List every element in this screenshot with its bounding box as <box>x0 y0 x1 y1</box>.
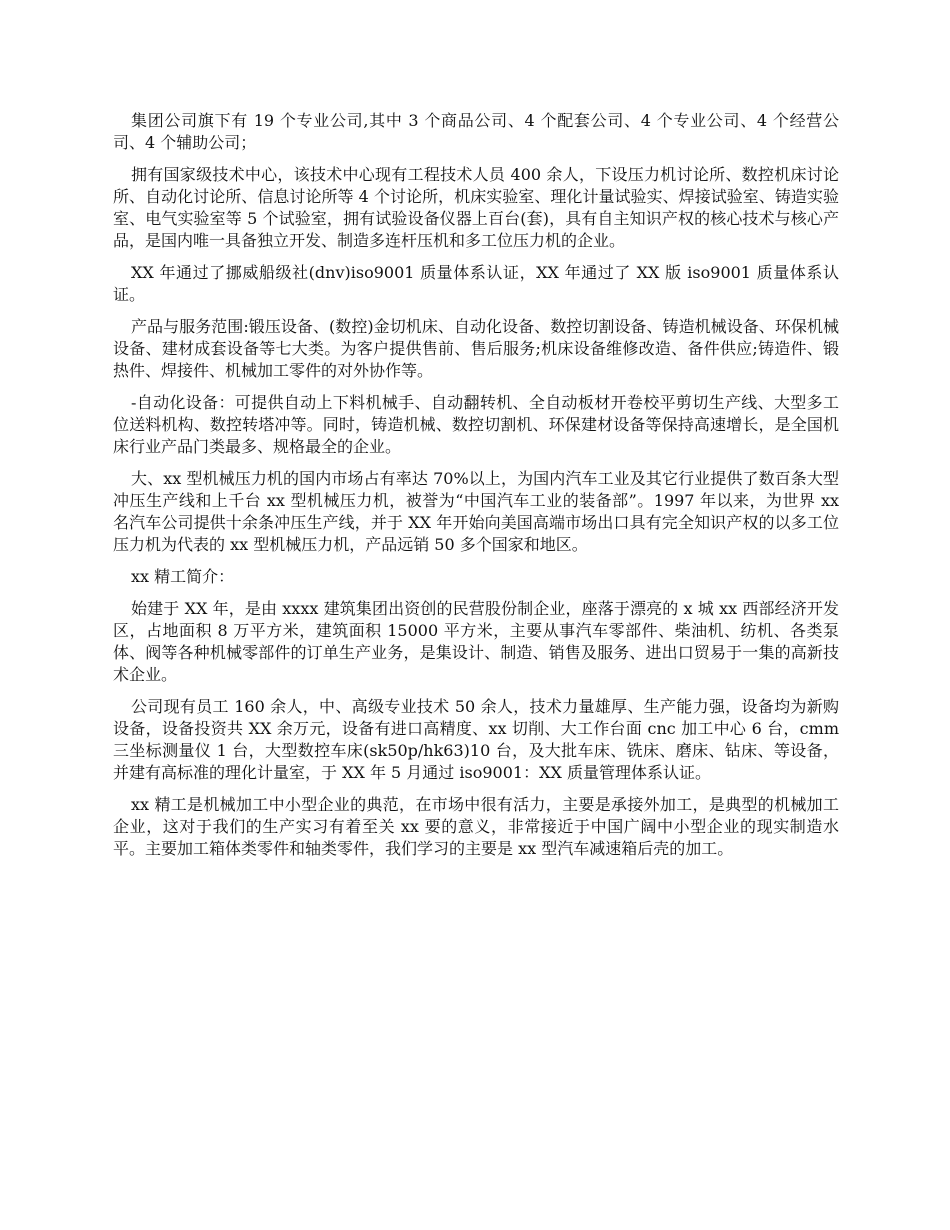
paragraph-staff-equipment: 公司现有员工 160 余人，中、高级专业技术 50 余人，技术力量雄厚、生产能力强，设备均为新购设备，设备投资共 XX 余万元，设备有进口高精度、xx 切削、大工作台面 cnc 加工中心 6 台，cmm 三坐标测量仪 1 台，大型数控车床(sk50p/hk63)10 台，及大批车床、铣床、磨床、钻床、等设备，并建有高标准的理化计量室，于 XX 年 5 月通过 iso9001：XX 质量管理体系认证。 <box>113 697 839 782</box>
paragraph-heading-intro: xx 精工简介： <box>131 567 235 586</box>
paragraph-tech-center: 拥有国家级技术中心，该技术中心现有工程技术人员 400 余人，下设压力机讨论所、数控机床讨论所、自动化讨论所、信息讨论所等 4 个讨论所，机床实验室、理化计量试验实、焊接试验室、铸造实验室、电气实验室等 5 个试验室，拥有试验设备仪器上百台(套)，具有自主知识产权的核心技术与核心产品，是国内唯一具备独立开发、制造多连杆压机和多工位压力机的企业。 <box>113 165 839 250</box>
paragraph-automation: -自动化设备：可提供自动上下料机械手、自动翻转机、全自动板材开卷校平剪切生产线、大型多工位送料机构、数控转塔冲等。同时，铸造机械、数控切割机、环保建材设备等保持高速增长，是全国机床行业产品门类最多、规格最全的企业。 <box>113 393 839 456</box>
paragraph-certification: XX 年通过了挪威船级社(dnv)iso9001 质量体系认证，XX 年通过了 XX 版 iso9001 质量体系认证。 <box>113 263 839 304</box>
paragraph-subsidiaries: 集团公司旗下有 19 个专业公司,其中 3 个商品公司、4 个配套公司、4 个专业公司、4 个经营公司、4 个辅助公司； <box>113 111 839 152</box>
paragraph-product-scope: 产品与服务范围:锻压设备、(数控)金切机床、自动化设备、数控切割设备、铸造机械设备、环保机械设备、建材成套设备等七大类。为客户提供售前、售后服务;机床设备维修改造、备件供应;铸造件、锻热件、焊接件、机械加工零件的对外协作等。 <box>113 317 839 380</box>
document-body <box>113 110 839 870</box>
paragraph-summary: xx 精工是机械加工中小型企业的典范，在市场中很有活力，主要是承接外加工，是典型的机械加工企业，这对于我们的生产实习有着至关 xx 要的意义，非常接近于中国广阔中小型企业的现实制造水平。主要加工箱体类零件和轴类零件，我们学习的主要是 xx 型汽车减速箱后壳的加工。 <box>113 795 839 858</box>
paragraph-founding: 始建于 XX 年，是由 xxxx 建筑集团出资创的民营股份制企业，座落于漂亮的 x 城 xx 西部经济开发区，占地面积 8 万平方米，建筑面积 15000 平方米，主要从事汽车零部件、柴油机、纺机、各类泵体、阀等各种机械零部件的订单生产业务，是集设计、制造、销售及服务、进出口贸易于一集的高新技术企业。 <box>113 599 839 684</box>
paragraph-market-share: 大、xx 型机械压力机的国内市场占有率达 70%以上，为国内汽车工业及其它行业提供了数百条大型冲压生产线和上千台 xx 型机械压力机，被誉为“中国汽车工业的装备部”。1997 年以来，为世界 xx 名汽车公司提供十余条冲压生产线，并于 XX 年开始向美国高端市场出口具有完全知识产权的以多工位压力机为代表的 xx 型机械压力机，产品远销 50 多个国家和地区。 <box>113 469 839 554</box>
